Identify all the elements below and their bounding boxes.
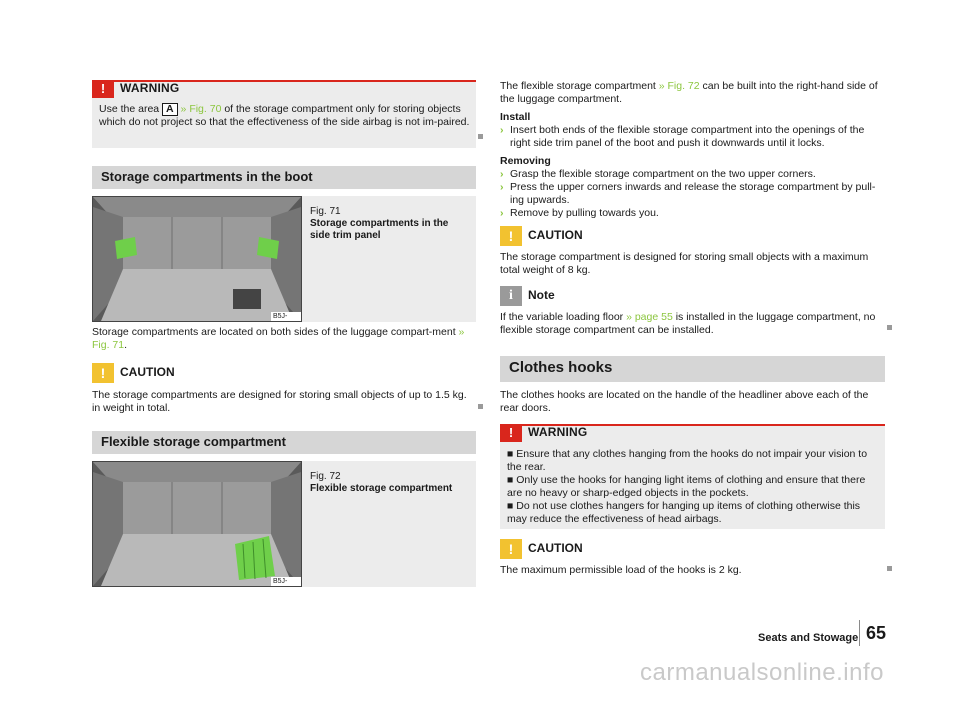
warning-box [92,80,476,148]
warning-title: WARNING [528,425,588,439]
watermark: carmanualsonline.info [640,659,884,686]
end-mark [887,325,892,330]
removing-heading: Removing [500,155,551,167]
note-title: Note [528,288,555,302]
step-chevron-icon: › [500,181,504,193]
caution-text: The storage compartment is designed for storing small objects with a maximum total weight of 8 kg. [500,251,869,276]
area-a-label: A [162,103,178,116]
end-mark [887,566,892,571]
hooks-paragraph: The clothes hooks are located on the handle of the headliner above each of the rear doors. [500,389,869,414]
caution-icon: ! [92,363,114,383]
warning-bullet: ■ Only use the hooks for hanging light items of clothing and ensure that there are no heavy or sharp-edged objects in the pockets. [507,474,866,499]
figure-title: Storage compartments in the side trim panel [310,218,449,241]
figure-title: Flexible storage compartment [310,483,453,494]
warning-icon: ! [92,80,114,98]
fig71-link[interactable]: » Fig. 71 [92,326,465,351]
footer-section-label: Seats and Stowage [758,632,859,644]
caution-icon: ! [500,539,522,559]
caution-title: CAUTION [528,228,583,242]
step-item: › Grasp the flexible storage compartment on the two upper corners. [500,168,816,180]
fig70-link[interactable]: » Fig. 70 [177,103,222,115]
figure-71 [92,196,476,322]
footer-divider [859,620,860,646]
step-chevron-icon: › [500,168,504,180]
figure-caption [310,471,470,495]
figure-caption [310,206,470,242]
boot-side-compartments-image [92,196,302,322]
step-chevron-icon: › [500,124,504,136]
boot-photo-svg [93,462,301,586]
end-mark [478,134,483,139]
step-item: › Insert both ends of the flexible storage compartment into the openings of the right side trim panel of the boot and push it downwards until it locks. [500,124,865,149]
step-chevron-icon: › [500,207,504,219]
warning-title: WARNING [120,81,180,95]
caution-text: The maximum permissible load of the hooks is 2 kg. [500,564,742,576]
end-mark [478,404,483,409]
figure-number: Fig. 72 [310,471,341,482]
caution-title: CAUTION [120,365,175,379]
warning-bullet: ■ Do not use clothes hangers for hanging up items of clothing otherwise this may reduce the effectiveness of head airbags. [507,500,861,525]
image-code: B5J- [271,312,301,322]
page-number: 65 [866,623,887,643]
bullet-square-icon: ■ [507,448,514,460]
section-heading-flexible: Flexible storage compartment [92,431,476,454]
warning-icon: ! [500,424,522,442]
bullet-square-icon: ■ [507,474,514,486]
install-heading: Install [500,111,531,123]
caution-title: CAUTION [528,541,583,555]
page55-link[interactable]: » page 55 [626,311,673,323]
fig72-link[interactable]: » Fig. 72 [658,80,700,92]
step-item: › Press the upper corners inwards and release the storage compartment by pull-ing upwards. [500,181,876,206]
section-heading-boot: Storage compartments in the boot [92,166,476,189]
caution-text: The storage compartments are designed for storing small objects of up to 1.5 kg. in weight in total. [92,389,467,414]
bullet-square-icon: ■ [507,500,514,512]
flexible-compartment-image [92,461,302,587]
boot-photo-svg [93,197,301,321]
step-item: › Remove by pulling towards you. [500,207,659,219]
warning-text: Use the area A » Fig. 70 of the storage compartment only for storing objects which do not project so that the effectiveness of the side airbag is not im-paired. [99,103,470,128]
note-icon: i [500,286,522,306]
figure-72 [92,461,476,587]
image-code: B5J- [271,577,301,587]
note-text: If the variable loading floor » page 55 is installed in the luggage compartment, no flexible storage compartment can be installed. [500,311,876,336]
section-heading-clothes-hooks: Clothes hooks [500,356,885,382]
paragraph: Storage compartments are located on both sides of the luggage compart-ment » Fig. 71. [92,326,465,351]
intro-paragraph: The flexible storage compartment » Fig. 72 can be built into the right-hand side of the luggage compartment. [500,80,878,105]
figure-number: Fig. 71 [310,206,341,217]
caution-icon: ! [500,226,522,246]
warning-box [500,424,885,529]
warning-bullet: ■ Ensure that any clothes hanging from the hooks do not impair your vision to the rear. [507,448,868,473]
